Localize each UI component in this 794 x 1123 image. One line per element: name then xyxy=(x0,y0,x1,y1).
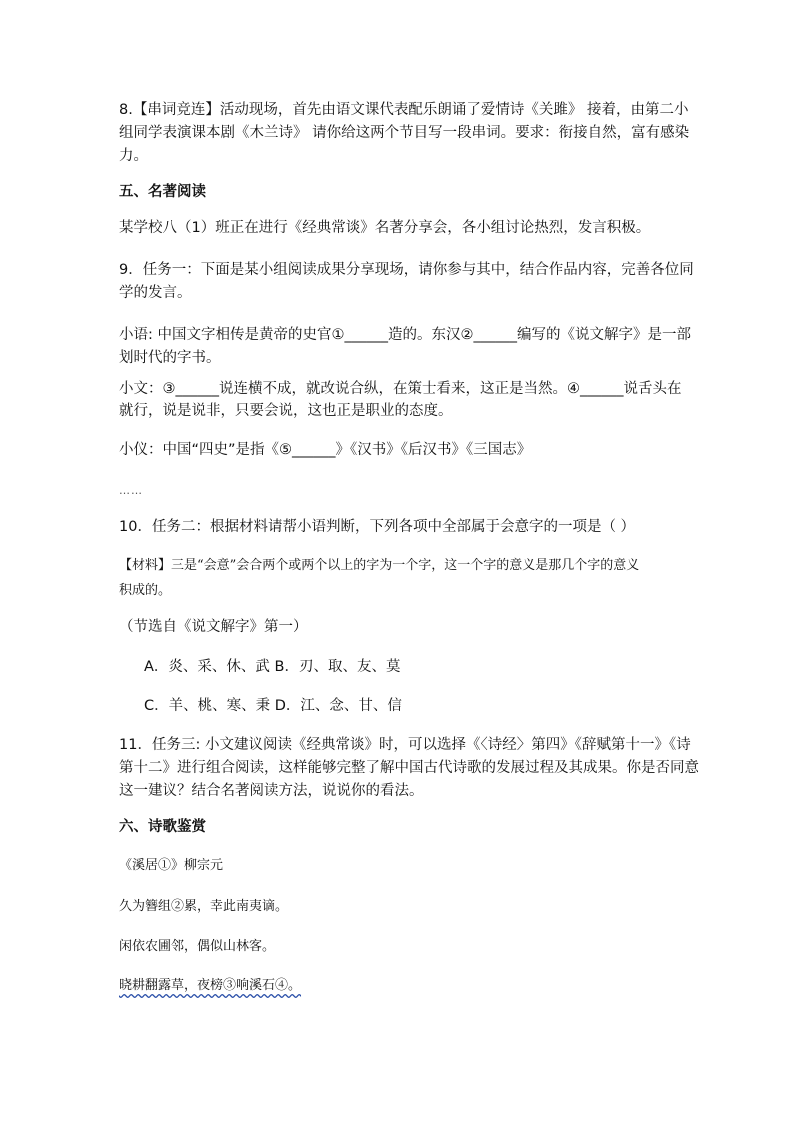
q10-stem: 10．任务二：根据材料请帮小语判断，下列各项中全部属于会意字的一项是（ ） xyxy=(119,519,636,535)
q8-line-1: 8.【串词竞连】活动现场，首先由语文课代表配乐朗诵了爱情诗《关雎》 接着，由第二小 xyxy=(119,102,689,118)
poem-line-1: 久为簪组②累，幸此南夷谪。 xyxy=(119,899,289,914)
ellipsis: …… xyxy=(119,484,143,497)
q11-line-1: 11．任务三: 小文建议阅读《经典常谈》时，可以选择《〈诗经〉第四》《辞赋第十一》《诗 xyxy=(119,737,691,753)
q10-source: （节选自《说文解字》第一） xyxy=(119,619,308,635)
q10-material-line-1: 【材料】三是“会意”会合两个或两个以上的字为一个字，这一个字的意义是那几个字的意义 xyxy=(119,558,640,573)
poem-line-3: 晓耕翻露草，夜榜③响溪石④。 xyxy=(119,978,302,993)
section-5-intro: 某学校八（1）班正在进行《经典常谈》名著分享会，各小组讨论热烈，发言积极。 xyxy=(119,220,651,236)
q9-line-1: 9．任务一：下面是某小组阅读成果分享现场，请你参与其中，结合作品内容，完善各位同 xyxy=(119,262,694,278)
q9-line-2: 学的发言。 xyxy=(119,285,192,301)
xiaowen-line-1: 小文：③______说连横不成，就改说合纵，在策士看来，这正是当然。④______说舌头在 xyxy=(119,381,682,397)
xiaowen-line-2: 就行，说是说非，只要会说，这也正是职业的态度。 xyxy=(119,403,453,419)
q8-line-2: 组同学表演课本剧《木兰诗》 请你给这两个节目写一段串词。要求：衔接自然，富有感染 xyxy=(119,125,690,141)
q11-line-3: 这一建议？结合名著阅读方法，说说你的看法。 xyxy=(119,783,424,799)
poem-line-2: 闲依农圃邻，偶似山林客。 xyxy=(119,939,276,954)
q11-line-2: 第十二》进行组合阅读，这样能够完整了解中国古代诗歌的发展过程及其成果。你是否同意 xyxy=(119,760,699,776)
section-6-heading: 六、诗歌鉴赏 xyxy=(119,819,206,835)
xiaoyu-line-1: 小语: 中国文字相传是黄帝的史官①______造的。东汉②______编写的《说文解字》是一部 xyxy=(119,327,691,343)
q8-line-3: 力。 xyxy=(119,148,148,164)
xiaoyu-line-2: 划时代的字书。 xyxy=(119,350,221,366)
section-5-heading: 五、名著阅读 xyxy=(119,184,206,200)
q10-options-cd: C．羊、桃、寒、秉 D．江、念、甘、信 xyxy=(144,698,402,714)
xiaoyi-line: 小仪：中国“四史”是指《⑤______》《汉书》《后汉书》《三国志》 xyxy=(119,442,532,458)
q10-material-line-2: 积成的。 xyxy=(119,583,172,598)
q10-options-ab: A．炎、采、休、武 B．刃、取、友、莫 xyxy=(144,659,401,675)
poem-title: 《溪居①》柳宗元 xyxy=(119,858,224,873)
